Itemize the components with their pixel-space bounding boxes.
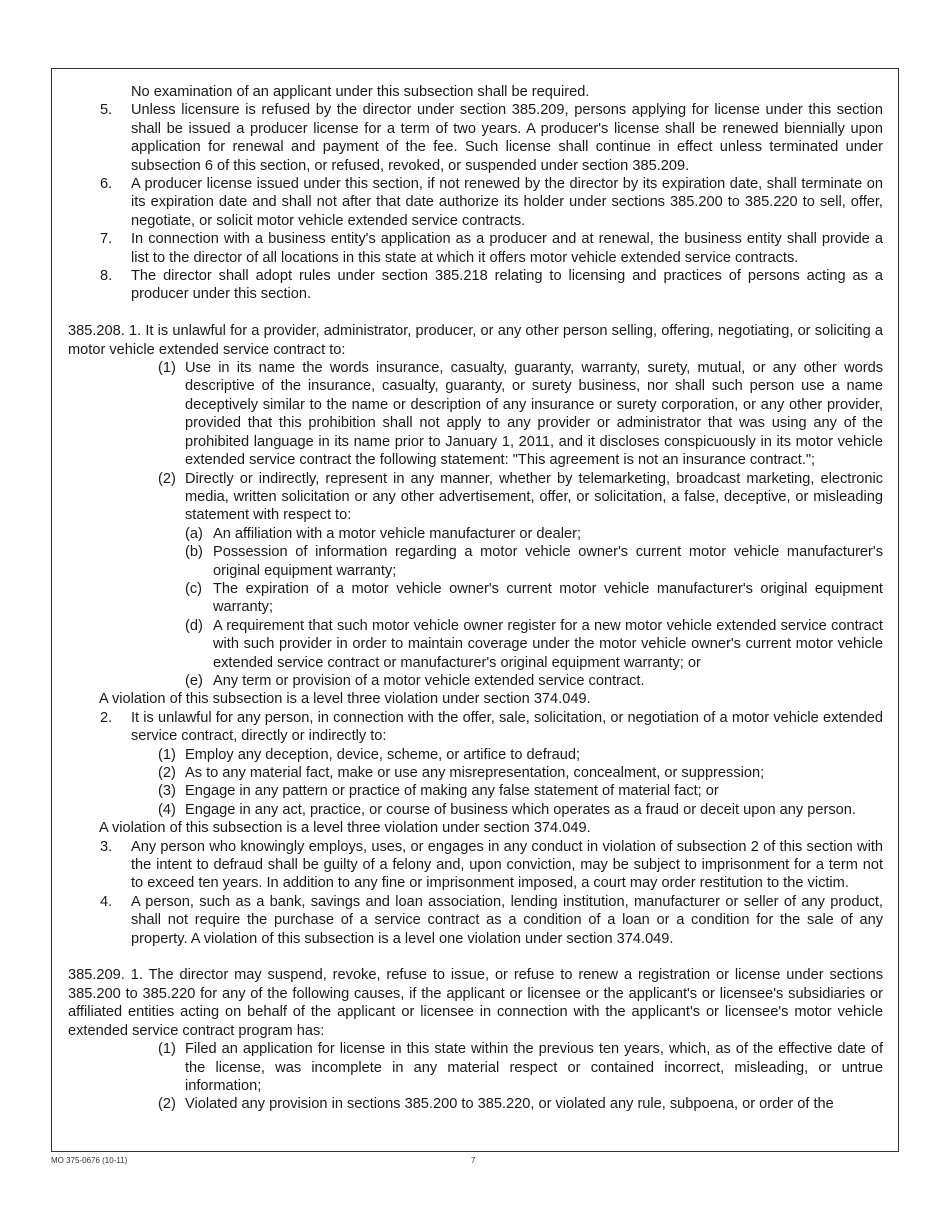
- list-item: [68, 525, 883, 543]
- list-item-number: (4): [158, 801, 176, 818]
- list-item: [68, 267, 883, 304]
- list-item-number: 2.: [100, 709, 113, 726]
- paragraph-text: The director shall adopt rules under section 385.218 relating to licensing and practices of persons acting as a producer under this section.: [131, 268, 883, 303]
- paragraph-text: Any person who knowingly employs, uses, or engages in any conduct in violation of subsection 2 of this section with the intent to defraud shall be guilty of a felony and, upon conviction, may be subject to imprisonment for a term not to exceed ten years. In addition to any fine or imprisonment imposed, a court may order restitution to the victim.: [131, 838, 883, 892]
- list-item-number: (2): [158, 1096, 176, 1113]
- paragraph-text: A producer license issued under this section, if not renewed by the director by its expiration date, shall terminate on its expiration date and shall not after that date authorize its holder under sections 385.200 to 385.220 to sell, offer, negotiate, or solicit motor vehicle extended service contracts.: [131, 176, 883, 229]
- list-item: [68, 893, 883, 948]
- list-item: [68, 764, 883, 782]
- form-number: MO 375-0676 (10-11): [51, 1156, 128, 1165]
- paragraph-text: Engage in any act, practice, or course of business which operates as a fraud or deceit upon any person.: [185, 801, 856, 818]
- list-item: [68, 580, 883, 617]
- paragraph-text: In connection with a business entity's application as a producer and at renewal, the business entity shall provide a list to the director of all locations in this state at which it offers motor vehicle extended service contracts.: [131, 231, 883, 266]
- paragraph-text: Use in its name the words insurance, casualty, guaranty, warranty, surety, mutual, or any other words descriptive of the insurance, casualty, guaranty, or surety business, nor shall such person use a name deceptively similar to the name or description of any insurance or surety corporation, or any other provider, provided that this prohibition shall not apply to any provider or administrator that was using any of the prohibited language in its name prior to January 1, 2011, and it discloses conspicuously in its motor vehicle extended service contract the following statement: "This agreement is not an insurance contract.";: [185, 360, 883, 469]
- paragraph-text: Employ any deception, device, scheme, or artifice to defraud;: [185, 746, 581, 763]
- paragraph-text: 385.208. 1. It is unlawful for a provider, administrator, producer, or any other person selling, offering, negotiating, or soliciting a motor vehicle extended service contract to:: [68, 323, 883, 358]
- paragraph-text: The expiration of a motor vehicle owner's current motor vehicle manufacturer's original equipment warranty;: [213, 580, 883, 616]
- list-item: [68, 617, 883, 672]
- paragraph-text: As to any material fact, make or use any misrepresentation, concealment, or suppression;: [185, 765, 765, 782]
- list-item-number: 5.: [100, 102, 113, 119]
- paragraph: [68, 690, 883, 708]
- list-item-number: (b): [185, 544, 203, 561]
- list-item-number: 4.: [100, 893, 113, 910]
- paragraph-text: It is unlawful for any person, in connection with the offer, sale, solicitation, or negotiation of a motor vehicle extended service contract, directly or indirectly to:: [131, 709, 883, 745]
- paragraph-text: Possession of information regarding a motor vehicle owner's current motor vehicle manufacturer's original equipment warranty;: [213, 544, 883, 579]
- list-item-number: 7.: [100, 231, 113, 248]
- list-item-number: (1): [158, 360, 176, 377]
- paragraph-text: 385.209. 1. The director may suspend, revoke, refuse to issue, or refuse to renew a registration or license under sections 385.200 to 385.220 for any of the following causes, if the applicant or licensee or the applicant's or licensee's subsidiaries or affiliated entities acting on behalf of the applicant or licensee in connection with the applicant's or licensee's motor vehicle extended service contract program has:: [68, 967, 883, 1039]
- list-item: [68, 838, 883, 893]
- list-item-number: 8.: [100, 268, 113, 285]
- list-item-number: (2): [158, 765, 176, 782]
- paragraph-text: An affiliation with a motor vehicle manufacturer or dealer;: [213, 525, 582, 542]
- list-item: [68, 801, 883, 819]
- statute-text: [68, 83, 883, 1114]
- paragraph-text: A requirement that such motor vehicle owner register for a new motor vehicle extended service contract with such provider in order to maintain coverage under the motor vehicle owner's current motor vehicle extended service contract or manufacturer's original equipment warranty; or: [213, 617, 883, 671]
- list-item-number: 3.: [100, 838, 113, 855]
- list-item: [68, 175, 883, 230]
- paragraph: [68, 819, 883, 837]
- list-item-number: (a): [185, 525, 203, 542]
- list-item: [68, 746, 883, 764]
- paragraph: [68, 83, 883, 101]
- list-item-number: (1): [158, 746, 176, 763]
- list-item: [68, 230, 883, 267]
- list-item: [68, 543, 883, 580]
- list-item: [68, 709, 883, 746]
- paragraph-spacer: [68, 948, 883, 966]
- paragraph-text: A violation of this subsection is a level three violation under section 374.049.: [99, 820, 591, 837]
- list-item-number: (c): [185, 580, 203, 597]
- page-frame: [51, 68, 899, 1152]
- paragraph-text: A person, such as a bank, savings and loan association, lending institution, manufacturer or seller of any product, shall not require the purchase of a service contract as a condition of a loan or a condition for the sale of any property. A violation of this subsection is a level one violation under section 374.049.: [131, 893, 883, 947]
- list-item: [68, 1040, 883, 1095]
- paragraph-text: A violation of this subsection is a level three violation under section 374.049.: [99, 691, 591, 708]
- paragraph-text: Filed an application for license in this state within the previous ten years, which, as of the effective date of the license, was incomplete in any material respect or contained incorrect, misleading, or untrue information;: [185, 1041, 883, 1094]
- paragraph-text: Unless licensure is refused by the director under section 385.209, persons applying for license under this section shall be issued a producer license for a term of two years. A producer's license shall be renewed biennially upon application for renewal and payment of the fee. Such license shall continue in effect unless terminated under subsection 6 of this section, or refused, revoked, or suspended under section 385.209.: [131, 102, 883, 174]
- list-item: [68, 672, 883, 690]
- paragraph-text: Engage in any pattern or practice of making any false statement of material fact; or: [185, 783, 719, 800]
- paragraph-text: No examination of an applicant under this subsection shall be required.: [131, 84, 590, 100]
- list-item: [68, 101, 883, 175]
- list-item-number: (1): [158, 1041, 176, 1058]
- paragraph-text: Violated any provision in sections 385.200 to 385.220, or violated any rule, subpoena, or order of the: [185, 1096, 834, 1113]
- page-number: 7: [471, 1156, 476, 1165]
- paragraph-text: Any term or provision of a motor vehicle extended service contract.: [213, 672, 645, 689]
- paragraph: [68, 322, 883, 359]
- list-item-number: (2): [158, 470, 176, 487]
- paragraph-spacer: [68, 304, 883, 322]
- list-item: [68, 470, 883, 525]
- paragraph-text: Directly or indirectly, represent in any manner, whether by telemarketing, broadcast marketing, electronic media, written solicitation or any other advertisement, offer, or solicitation, a false, deceptive, or misleading statement with respect to:: [185, 470, 883, 524]
- list-item: [68, 359, 883, 469]
- list-item-number: (e): [185, 672, 203, 689]
- list-item-number: 6.: [100, 176, 113, 193]
- paragraph: [68, 966, 883, 1040]
- list-item: [68, 1095, 883, 1113]
- list-item: [68, 782, 883, 800]
- list-item-number: (d): [185, 617, 203, 634]
- list-item-number: (3): [158, 783, 176, 800]
